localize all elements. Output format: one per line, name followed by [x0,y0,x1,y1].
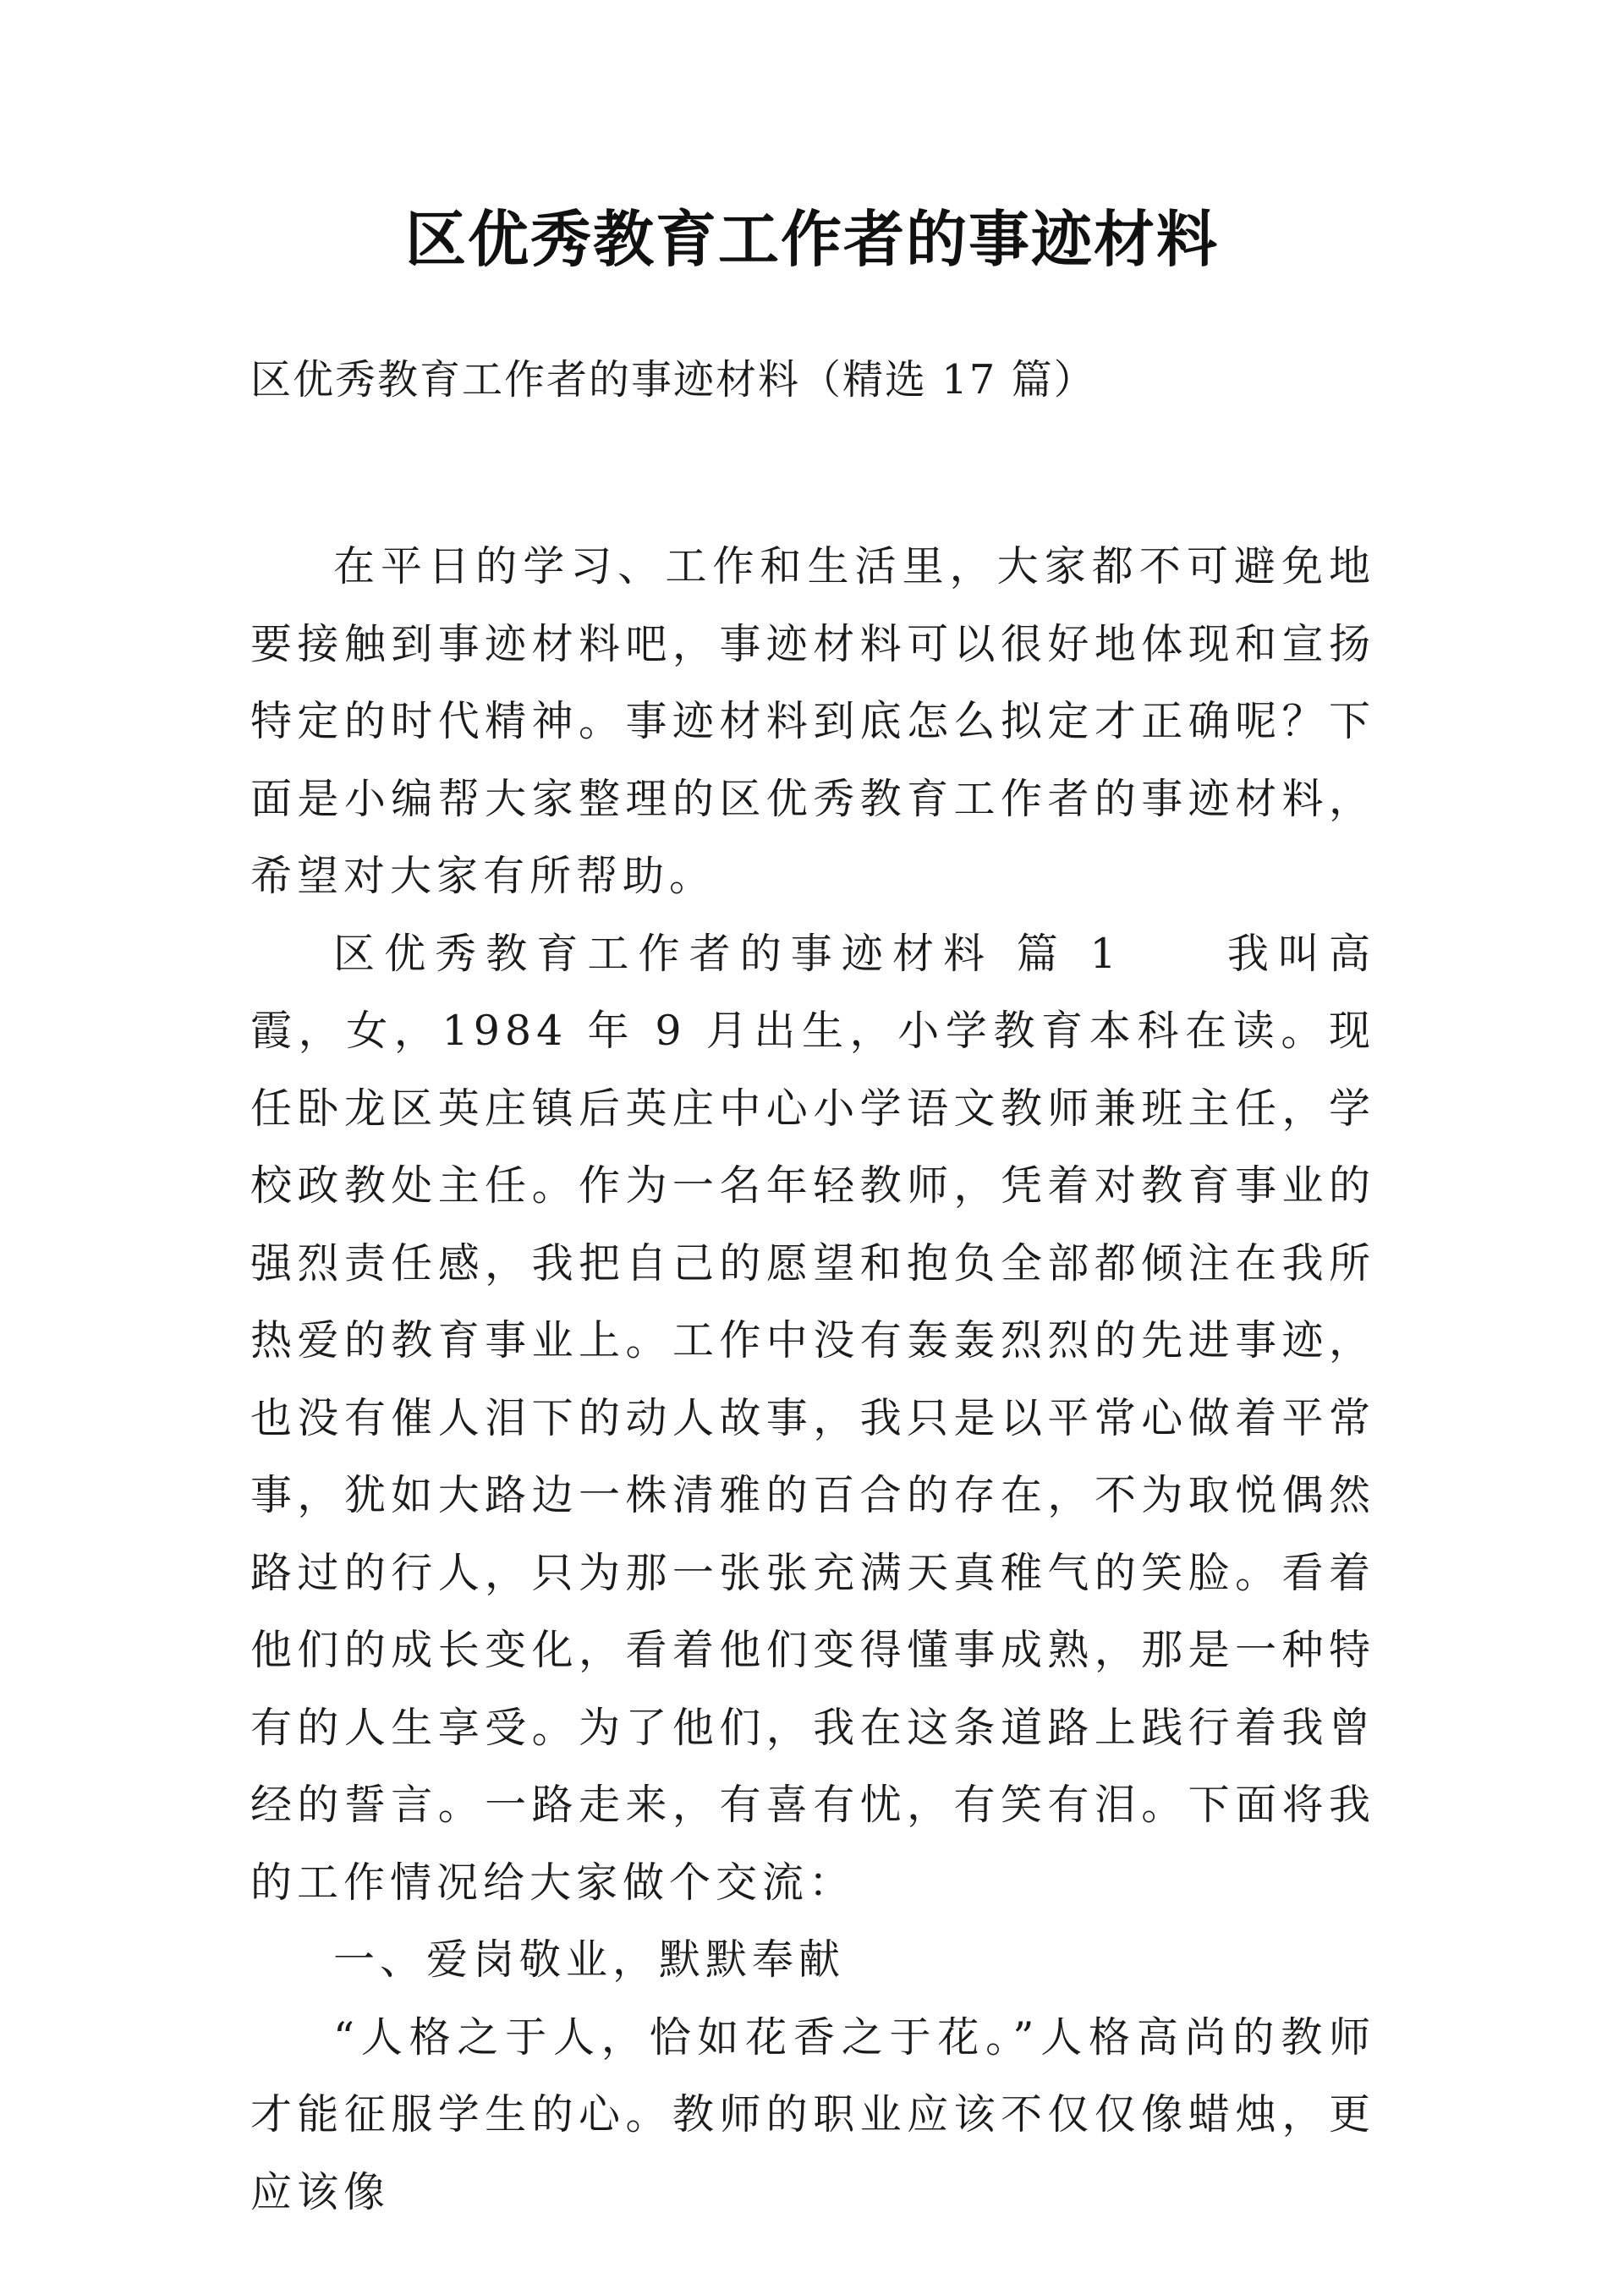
document-subtitle: 区优秀教育工作者的事迹材料（精选 17 篇） [250,356,1096,404]
document-title: 区优秀教育工作者的事迹材料 [404,203,1219,275]
quote-paragraph: “人格之于人，恰如花香之于花。”人格高尚的教师才能征服学生的心。教师的职业应该不仅仅像蜡烛，更应该像 [250,2012,1375,2216]
section-heading: 一、爱岗敬业，默默奉献 [333,1935,846,1984]
section-1-body: 我叫高霞，女，1984 年 9 月出生，小学教育本科在读。现任卧龙区英庄镇后英庄中心小学语文教师兼班主任，学校政教处主任。作为一名年轻教师，凭着对教育事业的强烈责任感，我把自己的愿望和抱负全部都倾注在我所热爱的教育事业上。工作中没有轰轰烈烈的先进事迹，也没有催人泪下的动人故事，我只是以平常心做着平常事，犹如大路边一株清雅的百合的存在，不为取悦偶然路过的行人，只为那一张张充满天真稚气的笑脸。看着他们的成长变化，看着他们变得懂事成熟，那是一种特有的人生享受。为了他们，我在这条道路上践行着我曾经的誓言。一路走来，有喜有忧，有笑有泪。下面将我的工作情况给大家做个交流： [250,929,1375,1907]
section-1-paragraph [250,915,1375,1922]
intro-paragraph: 在平日的学习、工作和生活里，大家都不可避免地要接触到事迹材料吧，事迹材料可以很好地体现和宣扬特定的时代精神。事迹材料到底怎么拟定才正确呢？下面是小编帮大家整理的区优秀教育工作者的事迹材料，希望对大家有所帮助。 [250,542,1375,900]
section-1-label: 区优秀教育工作者的事迹材料 篇 1 [333,929,1122,978]
document-body [250,528,1375,2231]
